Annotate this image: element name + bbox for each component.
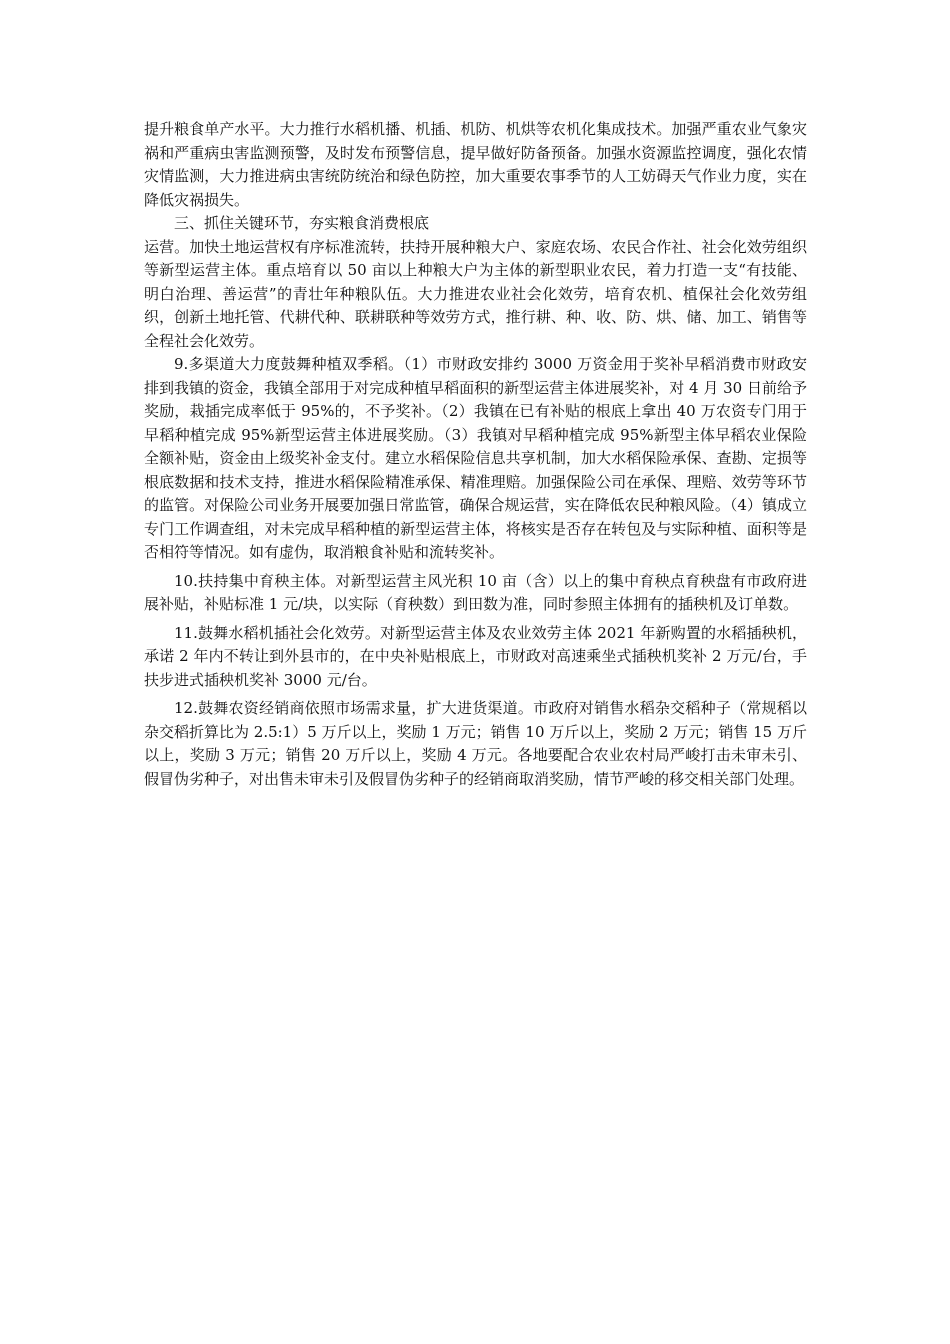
paragraph-operations: 运营。加快土地运营权有序标准流转，扶持开展种粮大户、家庭农场、农民合作社、社会化效劳组织等新型运营主体。重点培育以 50 亩以上种粮大户为主体的新型职业农民，着力打造一支“有技能、明白治理、善运营”的青壮年种粮队伍。大力推进农业社会化效劳，培育农机、植保社会化效劳组织，创新土地托管、代耕代种、联耕联种等效劳方式，推行耕、种、收、防、烘、储、加工、销售等全程社会化效劳。 <box>144 237 807 350</box>
paragraph-item-11: 11.鼓舞水稻机插社会化效劳。对新型运营主体及农业效劳主体 2021 年新购置的水稻插秧机，承诺 2 年内不转让到外县市的，在中央补贴根底上，市财政对高速乘坐式插秧机奖补 2 万元/台，手扶步进式插秧机奖补 3000 元/台。 <box>144 623 807 689</box>
paragraph-item-12: 12.鼓舞农资经销商依照市场需求量，扩大进货渠道。市政府对销售水稻杂交稻种子（常规稻以杂交稻折算比为 2.5:1）5 万斤以上，奖励 1 万元；销售 10 万斤以上，奖励 2 万元；销售 15 万斤以上，奖励 3 万元；销售 20 万斤以上，奖励 4 万元。各地要配合农业农村局严峻打击未审未引、假冒伪劣种子，对出售未审未引及假冒伪劣种子的经销商取消奖励，情节严峻的移交相关部门处理。 <box>144 699 807 788</box>
document-body <box>144 118 807 791</box>
paragraph-item-10: 10.扶持集中育秧主体。对新型运营主风光积 10 亩（含）以上的集中育秧点育秧盘有市政府进展补贴，补贴标准 1 元/块，以实际（育秧数）到田数为准，同时参照主体拥有的插秧机及订单数。 <box>144 571 807 613</box>
section-heading-3: 三、抓住关键环节，夯实粮食消费根底 <box>174 214 430 232</box>
paragraph-grain-yield: 提升粮食单产水平。大力推行水稻机播、机插、机防、机烘等农机化集成技术。加强严重农业气象灾祸和严重病虫害监测预警，及时发布预警信息，提早做好防备预备。加强水资源监控调度，强化农情灾情监测，大力推进病虫害统防统治和绿色防控，加大重要农事季节的人工妨碍天气作业力度，实在降低灾祸损失。 <box>144 120 807 209</box>
paragraph-item-9: 9.多渠道大力度鼓舞种植双季稻。（1）市财政安排约 3000 万资金用于奖补早稻消费市财政安排到我镇的资金，我镇全部用于对完成种植早稻面积的新型运营主体进展奖补，对 4 月 30 日前给予奖励，栽插完成率低于 95%的，不予奖补。（2）我镇在已有补贴的根底上拿出 40 万农资专门用于早稻种植完成 95%新型运营主体进展奖励。（3）我镇对早稻种植完成 95%新型主体早稻农业保险全额补贴，资金由上级奖补金支付。建立水稻保险信息共享机制，加大水稻保险承保、查勘、定损等根底数据和技术支持，推进水稻保险精准承保、精准理赔。加强保险公司在承保、理赔、效劳等环节的监管。对保险公司业务开展要加强日常监管，确保合规运营，实在降低农民种粮风险。（4）镇成立专门工作调查组，对未完成早稻种植的新型运营主体，将核实是否存在转包及与实际种植、面积等是否相符等情况。如有虚伪，取消粮食补贴和流转奖补。 <box>144 355 807 561</box>
